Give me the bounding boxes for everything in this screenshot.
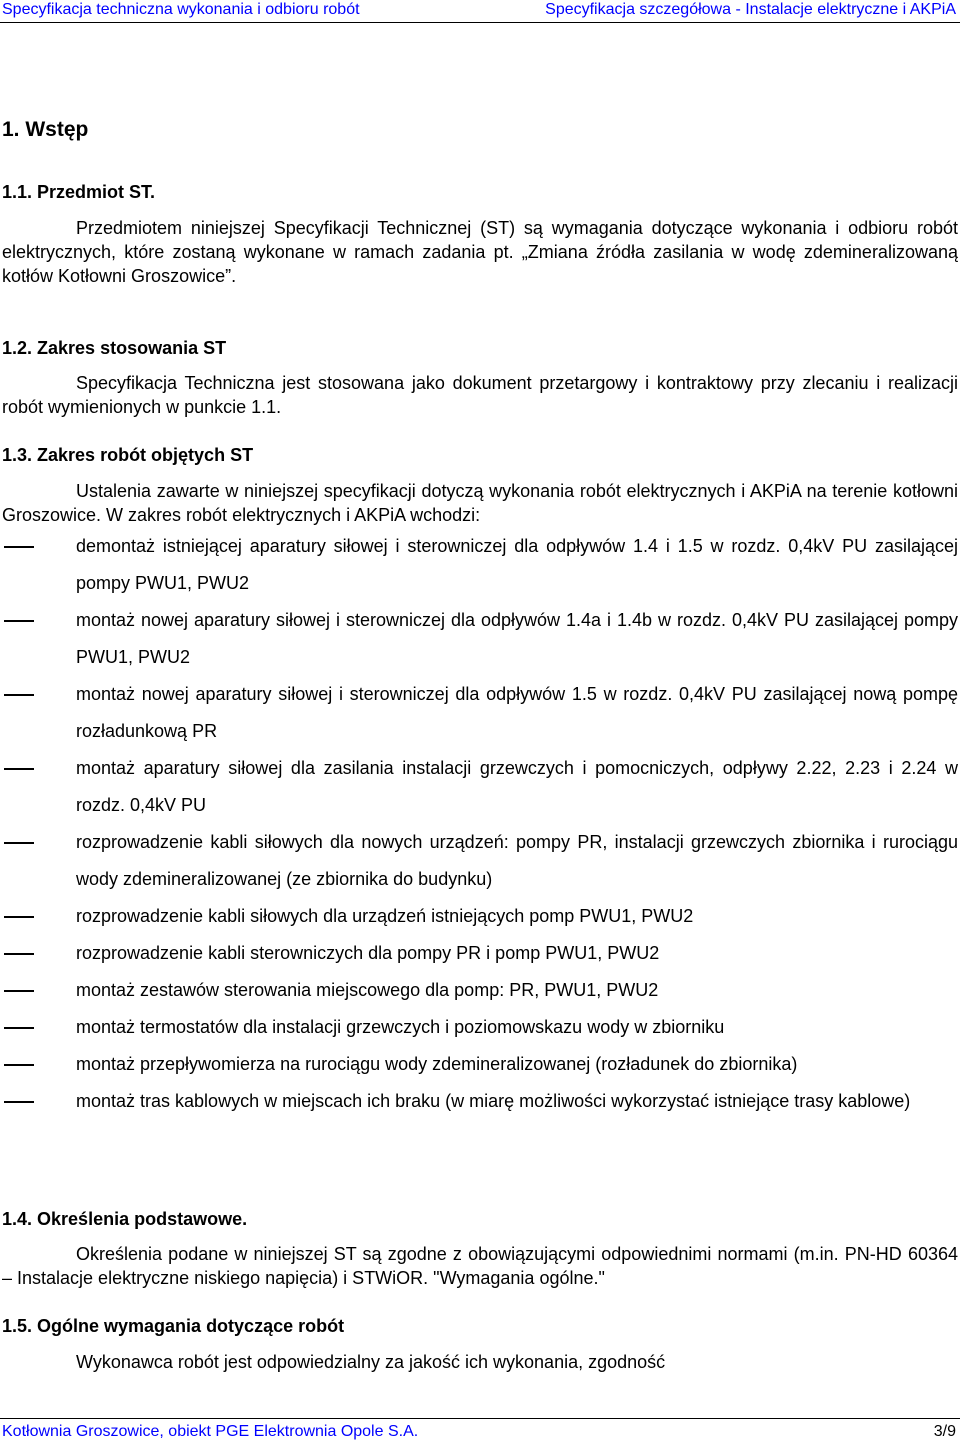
list-item-text: montaż nowej aparatury siłowej i sterowniczej dla odpływów 1.5 w rozdz. 0,4kV PU zasilającej nową pompę rozładunkową PR [76, 684, 958, 741]
list-item [2, 1046, 958, 1083]
footer-divider [0, 1418, 960, 1419]
scope-of-works-list [2, 528, 958, 1120]
section-1-3-heading: 1.3. Zakres robót objętych ST [2, 445, 254, 465]
section-1-1-body [2, 216, 958, 288]
section-1-2-text: Specyfikacja Techniczna jest stosowana jako dokument przetargowy i kontraktowy przy zlecaniu i realizacji robót wymienionych w punkcie 1.1. [2, 373, 958, 417]
footer-location: Kotłownia Groszowice, obiekt PGE Elektrownia Opole S.A. [2, 1423, 419, 1440]
page-header [0, 0, 960, 24]
dash-bullet-icon [4, 620, 34, 622]
list-item-text: montaż nowej aparatury siłowej i sterowniczej dla odpływów 1.4a i 1.4b w rozdz. 0,4kV PU zasilającej pompy PWU1, PWU2 [76, 610, 958, 667]
dash-bullet-icon [4, 953, 34, 955]
dash-bullet-icon [4, 990, 34, 992]
list-item-text: rozprowadzenie kabli siłowych dla urządzeń istniejących pomp PWU1, PWU2 [76, 906, 694, 926]
header-document-title: Specyfikacja techniczna wykonania i odbioru robót [2, 1, 360, 18]
list-item [2, 750, 958, 824]
section-1-4-body [2, 1242, 958, 1290]
section-1-4-heading: 1.4. Określenia podstawowe. [2, 1209, 248, 1229]
list-item-text: montaż zestawów sterowania miejscowego dla pomp: PR, PWU1, PWU2 [76, 980, 659, 1000]
section-1-1-text: Przedmiotem niniejszej Specyfikacji Technicznej (ST) są wymagania dotyczące wykonania i odbioru robót elektrycznych, które zostaną wykonane w ramach zadania pt. „Zmiana źródła zasilania w wodę zdemineralizowaną kotłów Kotłowni Groszowice”. [2, 218, 958, 286]
list-item-text: montaż tras kablowych w miejscach ich braku (w miarę możliwości wykorzystać istniejące trasy kablowe) [76, 1091, 911, 1111]
page-number: 3/9 [933, 1423, 956, 1440]
section-1-3-text: Ustalenia zawarte w niniejszej specyfikacji dotyczą wykonania robót elektrycznych i AKPiA na terenie kotłowni Groszowice. W zakres robót elektrycznych i AKPiA wchodzi: [2, 481, 958, 525]
section-1-4-text: Określenia podane w niniejszej ST są zgodne z obowiązującymi odpowiednimi normami (m.in. PN-HD 60364 – Instalacje elektryczne niskiego napięcia) i STWiOR. "Wymagania ogólne." [2, 1244, 958, 1288]
list-item [2, 972, 958, 1009]
list-item-text: montaż przepływomierza na rurociągu wody zdemineralizowanej (rozładunek do zbiornika) [76, 1054, 798, 1074]
list-item [2, 602, 958, 676]
list-item [2, 1083, 958, 1120]
list-item [2, 1009, 958, 1046]
section-1-3-body [2, 479, 958, 527]
dash-bullet-icon [4, 1101, 34, 1103]
list-item [2, 935, 958, 972]
dash-bullet-icon [4, 546, 34, 548]
list-item-text: rozprowadzenie kabli sterowniczych dla pompy PR i pomp PWU1, PWU2 [76, 943, 660, 963]
list-item-text: demontaż istniejącej aparatury siłowej i sterowniczej dla odpływów 1.4 i 1.5 w rozdz. 0,4kV PU zasilającej pompy PWU1, PWU2 [76, 536, 958, 593]
header-divider [0, 22, 960, 23]
dash-bullet-icon [4, 1064, 34, 1066]
list-item [2, 676, 958, 750]
section-1-2-heading: 1.2. Zakres stosowania ST [2, 338, 227, 358]
section-1-1-heading: 1.1. Przedmiot ST. [2, 182, 156, 202]
list-item-text: montaż termostatów dla instalacji grzewczych i poziomowskazu wody w zbiorniku [76, 1017, 725, 1037]
list-item [2, 898, 958, 935]
list-item [2, 528, 958, 602]
dash-bullet-icon [4, 842, 34, 844]
section-1-heading: 1. Wstęp [2, 118, 89, 141]
dash-bullet-icon [4, 1027, 34, 1029]
list-item-text: rozprowadzenie kabli siłowych dla nowych urządzeń: pompy PR, instalacji grzewczych zbiornika i rurociągu wody zdemineralizowanej (ze zbiornika do budynku) [76, 832, 958, 889]
list-item-text: montaż aparatury siłowej dla zasilania instalacji grzewczych i pomocniczych, odpływy 2.22, 2.23 i 2.24 w rozdz. 0,4kV PU [76, 758, 958, 815]
section-1-2-body [2, 371, 958, 419]
dash-bullet-icon [4, 768, 34, 770]
dash-bullet-icon [4, 916, 34, 918]
dash-bullet-icon [4, 694, 34, 696]
section-1-5-heading: 1.5. Ogólne wymagania dotyczące robót [2, 1316, 345, 1336]
list-item [2, 824, 958, 898]
section-1-5-body [2, 1350, 958, 1374]
section-1-5-text: Wykonawca robót jest odpowiedzialny za jakość ich wykonania, zgodność [76, 1352, 666, 1372]
header-section-title: Specyfikacja szczegółowa - Instalacje elektryczne i AKPiA [545, 1, 956, 18]
